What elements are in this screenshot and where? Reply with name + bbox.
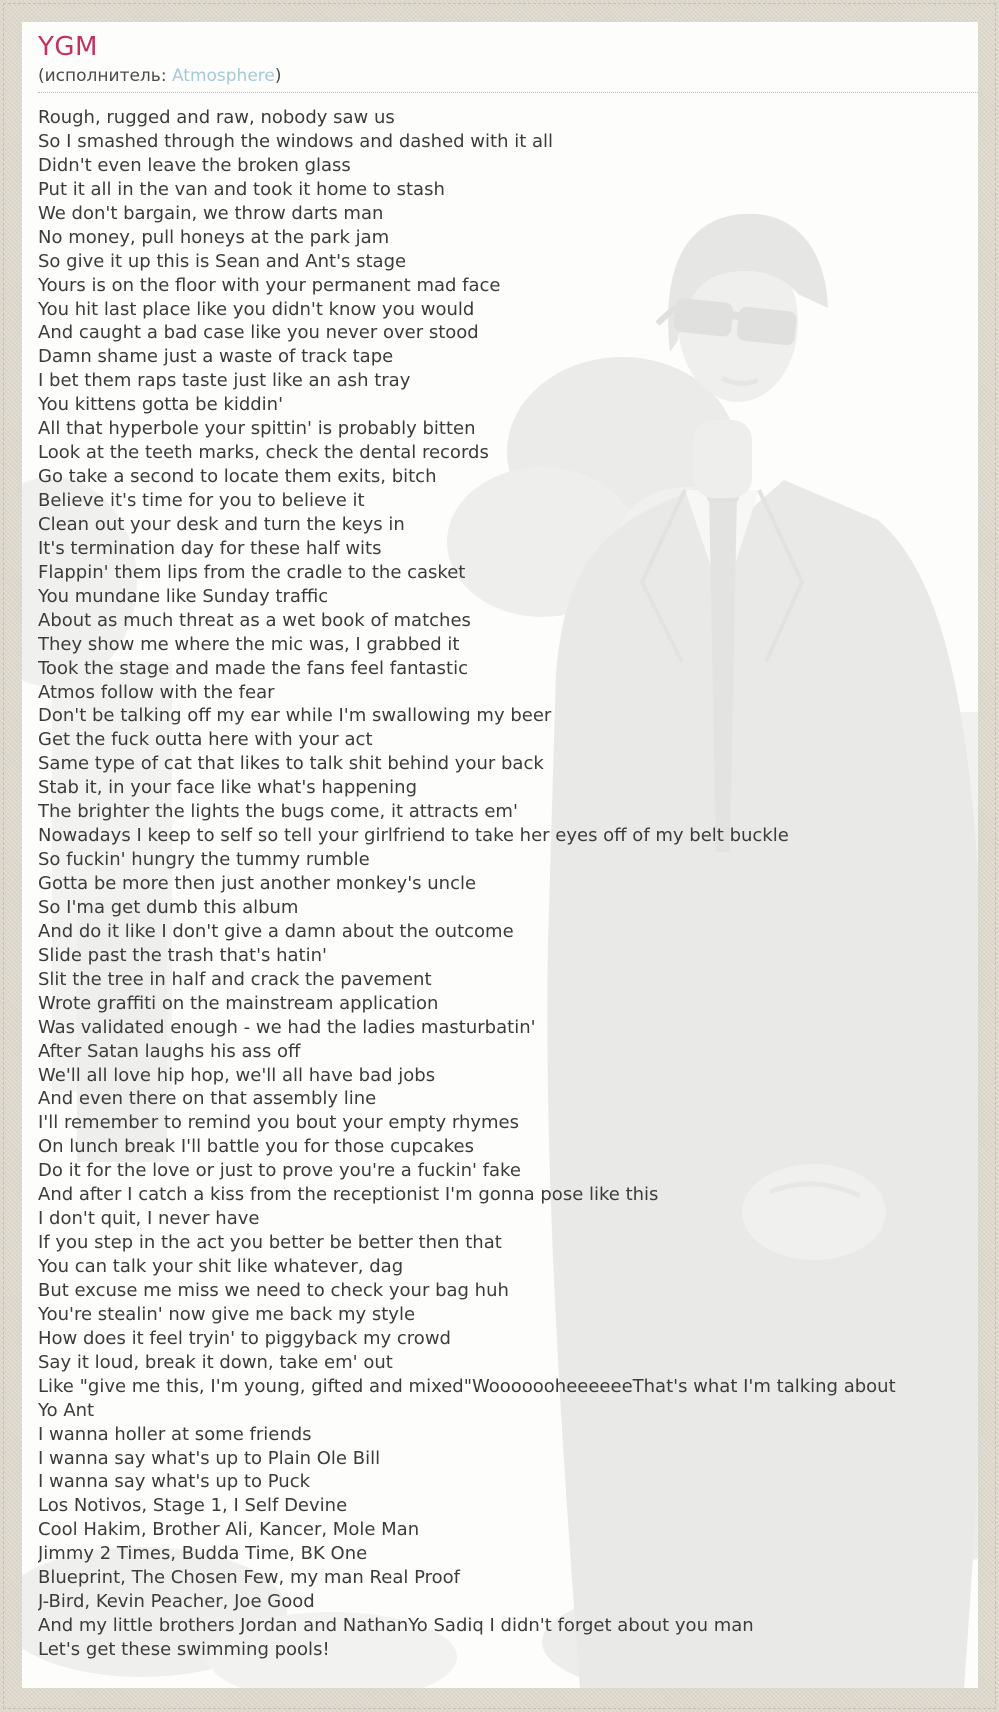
- lyric-line: Get the fuck outta here with your act: [38, 729, 373, 751]
- lyric-line: Jimmy 2 Times, Budda Time, BK One: [38, 1543, 368, 1565]
- lyrics-text: [38, 106, 978, 1662]
- lyric-line: But excuse me miss we need to check your bag huh: [38, 1279, 509, 1301]
- lyric-line: And caught a bad case like you never over stood: [38, 322, 479, 344]
- lyric-line: We don't bargain, we throw darts man: [38, 202, 384, 224]
- lyric-line: The brighter the lights the bugs come, it attracts em': [38, 801, 518, 823]
- lyric-line: You can talk your shit like whatever, dag: [38, 1256, 404, 1277]
- lyric-line: Slide past the trash that's hatin': [38, 944, 327, 966]
- lyric-line: Believe it's time for you to believe it: [38, 490, 365, 511]
- lyric-line: Say it loud, break it down, take em' out: [38, 1351, 393, 1373]
- lyric-line: It's termination day for these half wits: [38, 537, 382, 559]
- lyric-line: I'll remember to remind you bout your empty rhymes: [38, 1112, 519, 1134]
- lyric-line: Go take a second to locate them exits, bitch: [38, 466, 437, 488]
- lyric-line: So I smashed through the windows and dashed with it all: [38, 130, 554, 152]
- lyric-line: Took the stage and made the fans feel fantastic: [38, 657, 468, 679]
- subtitle-suffix: ): [274, 66, 282, 86]
- lyric-line: Wrote graffiti on the mainstream application: [38, 992, 439, 1014]
- subtitle-prefix: (исполнитель:: [38, 66, 172, 86]
- lyric-line: You kittens gotta be kiddin': [38, 394, 284, 416]
- lyric-line: Look at the teeth marks, check the dental records: [38, 442, 489, 464]
- lyric-line: J-Bird, Kevin Peacher, Joe Good: [38, 1591, 315, 1613]
- lyric-line: Was validated enough - we had the ladies masturbatin': [38, 1016, 536, 1038]
- lyric-line: Stab it, in your face like what's happening: [38, 777, 418, 799]
- lyric-line: And even there on that assembly line: [38, 1088, 377, 1110]
- lyric-line: Rough, rugged and raw, nobody saw us: [38, 107, 395, 128]
- lyric-line: I don't quit, I never have: [38, 1208, 260, 1230]
- lyric-line: No money, pull honeys at the park jam: [38, 226, 390, 248]
- lyric-line: Damn shame just a waste of track tape: [38, 346, 394, 368]
- lyric-line: So fuckin' hungry the tummy rumble: [38, 849, 370, 871]
- lyric-line: You hit last place like you didn't know you would: [38, 298, 475, 320]
- lyric-line: Don't be talking off my ear while I'm swallowing my beer: [38, 705, 552, 727]
- lyric-line: I wanna holler at some friends: [38, 1423, 312, 1445]
- lyric-line: Cool Hakim, Brother Ali, Kancer, Mole Man: [38, 1519, 420, 1541]
- lyric-line: You're stealin' now give me back my style: [38, 1303, 416, 1325]
- lyric-line: Blueprint, The Chosen Few, my man Real Proof: [38, 1567, 460, 1589]
- lyric-line: Didn't even leave the broken glass: [38, 154, 351, 176]
- lyric-line: Slit the tree in half and crack the pavement: [38, 968, 432, 990]
- lyric-line: How does it feel tryin' to piggyback my crowd: [38, 1327, 451, 1349]
- lyric-line: I wanna say what's up to Puck: [38, 1471, 311, 1493]
- lyric-line: So give it up this is Sean and Ant's stage: [38, 250, 407, 272]
- lyric-line: Flappin' them lips from the cradle to the casket: [38, 561, 466, 583]
- lyric-line: After Satan laughs his ass off: [38, 1040, 301, 1062]
- lyric-line: Yours is on the floor with your permanent mad face: [38, 274, 501, 296]
- lyric-line: Let's get these swimming pools!: [38, 1639, 330, 1660]
- lyric-line: Gotta be more then just another monkey's uncle: [38, 873, 477, 894]
- lyric-line: So I'ma get dumb this album: [38, 896, 299, 918]
- lyric-line: Do it for the love or just to prove you're a fuckin' fake: [38, 1160, 521, 1182]
- song-title: YGM: [38, 32, 98, 62]
- lyric-line: Atmos follow with the fear: [38, 681, 275, 703]
- lyric-line: And after I catch a kiss from the receptionist I'm gonna pose like this: [38, 1184, 659, 1206]
- lyric-line: If you step in the act you better be better then that: [38, 1232, 502, 1254]
- lyric-line: They show me where the mic was, I grabbed it: [38, 633, 460, 655]
- lyric-line: We'll all love hip hop, we'll all have bad jobs: [38, 1064, 436, 1086]
- lyric-line: Put it all in the van and took it home to stash: [38, 178, 445, 200]
- lyric-line: I wanna say what's up to Plain Ole Bill: [38, 1447, 381, 1469]
- lyric-line: You mundane like Sunday traffic: [38, 585, 329, 607]
- lyric-line: All that hyperbole your spittin' is probably bitten: [38, 418, 476, 440]
- lyric-line: Clean out your desk and turn the keys in: [38, 513, 405, 535]
- lyric-line: Nowadays I keep to self so tell your girlfriend to take her eyes off of my belt buckle: [38, 825, 789, 847]
- lyric-line: Same type of cat that likes to talk shit behind your back: [38, 753, 544, 775]
- lyric-line: Yo Ant: [38, 1399, 95, 1421]
- lyric-line: And do it like I don't give a damn about the outcome: [38, 920, 514, 942]
- lyric-line: Like "give me this, I'm young, gifted and mixed"WooooooheeeeeeThat's what I'm talking about: [38, 1375, 896, 1397]
- song-content: [22, 22, 978, 1662]
- lyric-line: Los Notivos, Stage 1, I Self Devine: [38, 1495, 348, 1517]
- lyric-line: And my little brothers Jordan and NathanYo Sadiq I didn't forget about you man: [38, 1615, 754, 1637]
- lyric-line: I bet them raps taste just like an ash tray: [38, 370, 411, 392]
- lyric-line: On lunch break I'll battle you for those cupcakes: [38, 1136, 474, 1158]
- artist-subtitle: [38, 65, 978, 93]
- lyrics-card: [22, 22, 978, 1688]
- artist-link[interactable]: Atmosphere: [171, 66, 275, 86]
- lyric-line: About as much threat as a wet book of matches: [38, 609, 471, 631]
